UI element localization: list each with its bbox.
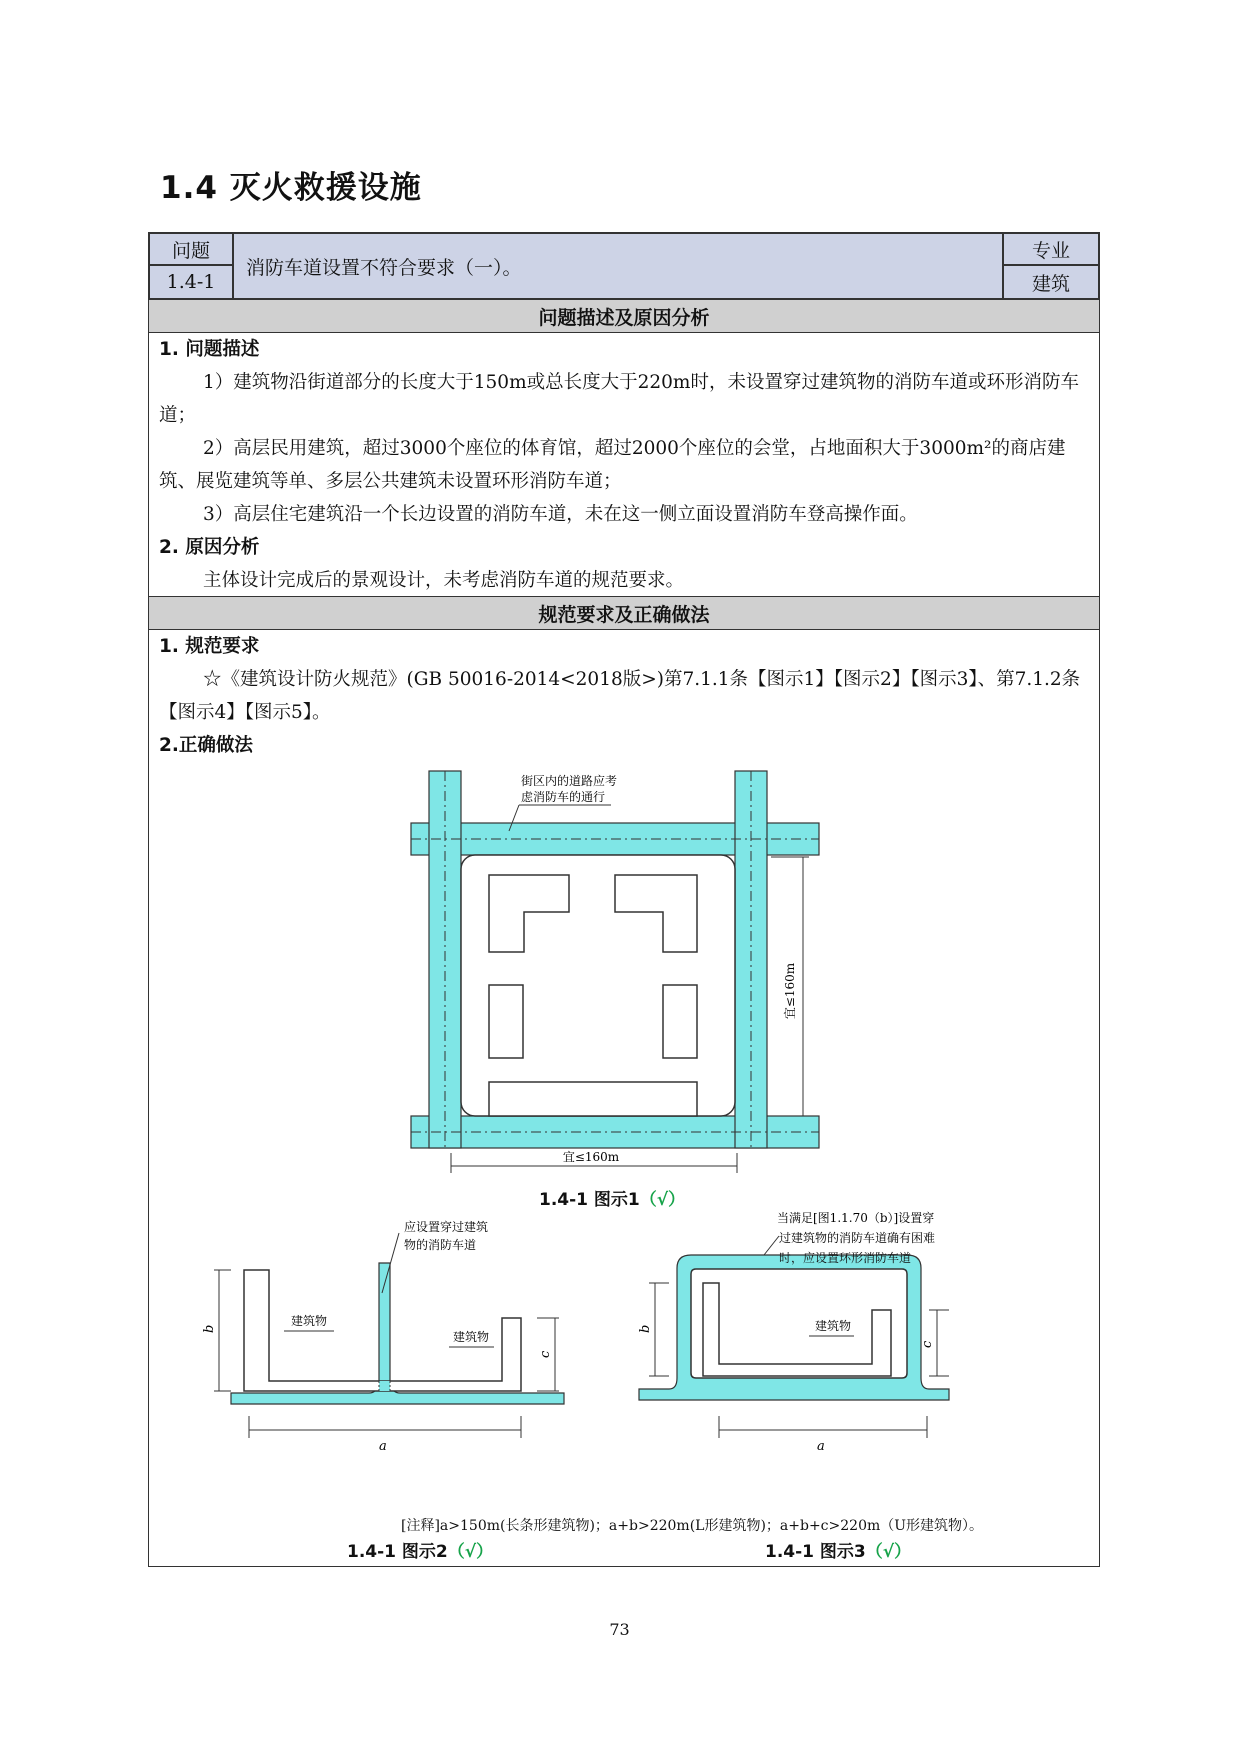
problem-section bbox=[159, 333, 1089, 597]
fig2-dim-b: b bbox=[202, 1324, 217, 1333]
figure-2-dim-a bbox=[229, 1416, 529, 1461]
fig3-dim-c: c bbox=[920, 1340, 935, 1348]
fig1-check-mark: （√） bbox=[639, 1190, 686, 1210]
discipline-value: 建筑 bbox=[1003, 265, 1099, 299]
fig1-note-line1: 街区内的道路应考 bbox=[521, 774, 618, 788]
building-left bbox=[489, 985, 523, 1058]
spec-heading: 1. 规范要求 bbox=[159, 636, 260, 657]
issue-card bbox=[148, 232, 1100, 1567]
fig3-note-line1: 当满足[图1.1.70（b）]设置穿 bbox=[777, 1211, 935, 1225]
fig3-check-mark: （√） bbox=[865, 1542, 912, 1562]
problem-item-2: 2）高层民用建筑，超过3000个座位的体育馆，超过2000个座位的会堂，占地面积大于3000m²的商店建筑、展览建筑等单、多层公共建筑未设置环形消防车道； bbox=[159, 438, 1066, 492]
fig3-building-label: 建筑物 bbox=[815, 1319, 852, 1333]
fig2-caption bbox=[347, 1537, 493, 1562]
page-number: 73 bbox=[609, 1620, 630, 1639]
issue-number: 1.4-1 bbox=[149, 265, 233, 299]
fig1-caption bbox=[539, 1185, 685, 1210]
fig3-dim-a: a bbox=[817, 1439, 825, 1454]
discipline-label: 专业 bbox=[1003, 233, 1099, 265]
fig1-caption-text: 1.4-1 图示1 bbox=[539, 1190, 640, 1210]
fig1-dim-bottom: 宜≤160m bbox=[562, 1150, 620, 1164]
section-title: 1.4 灭火救援设施 bbox=[160, 170, 422, 206]
fig2-caption-text: 1.4-1 图示2 bbox=[347, 1542, 448, 1562]
correct-heading: 2.正确做法 bbox=[159, 735, 253, 756]
issue-title: 消防车道设置不符合要求（一）。 bbox=[233, 233, 1003, 299]
issue-label: 问题 bbox=[149, 233, 233, 265]
band-problem-analysis: 问题描述及原因分析 bbox=[149, 299, 1099, 333]
problem-item-3: 3）高层住宅建筑沿一个长边设置的消防车道，未在这一侧立面设置消防车登高操作面。 bbox=[203, 504, 918, 525]
fig1-dim-right: 宜≤160m bbox=[783, 962, 797, 1020]
problem-item-1: 1）建筑物沿街道部分的长度大于150m或总长度大于220m时，未设置穿过建筑物的消防车道或环形消防车道； bbox=[159, 372, 1079, 426]
figure-1-diagram bbox=[411, 771, 821, 1171]
cause-heading: 2. 原因分析 bbox=[159, 537, 260, 558]
spec-section bbox=[159, 630, 1089, 762]
figure-footnote: [注释]a>150m(长条形建筑物)；a+b>220m(L形建筑物)；a+b+c>220m（U形建筑物）。 bbox=[401, 1518, 984, 1534]
fig2-note-line2: 物的消防车道 bbox=[404, 1238, 477, 1252]
fig3-note-line3: 时，应设置环形消防车道 bbox=[779, 1251, 912, 1265]
fig3-dim-b: b bbox=[638, 1324, 653, 1333]
building-bottom bbox=[489, 1082, 697, 1116]
figure-2-diagram bbox=[202, 1213, 569, 1418]
building-right bbox=[663, 985, 697, 1058]
issue-header bbox=[149, 233, 1099, 299]
fig2-building-left-label: 建筑物 bbox=[291, 1314, 328, 1328]
fig2-building-right-label: 建筑物 bbox=[453, 1330, 490, 1344]
fig2-check-mark: （√） bbox=[447, 1542, 494, 1562]
fig2-dim-c: c bbox=[538, 1350, 553, 1358]
fig2-note-line1: 应设置穿过建筑 bbox=[404, 1220, 489, 1234]
spec-text: ☆《建筑设计防火规范》(GB 50016-2014<2018版>)第7.1.1条【图示1】【图示2】【图示3】、第7.1.2条【图示4】【图示5】。 bbox=[159, 669, 1081, 723]
fig1-note-line2: 虑消防车的通行 bbox=[521, 790, 606, 804]
fig3-caption-text: 1.4-1 图示3 bbox=[765, 1542, 866, 1562]
fig2-dim-a: a bbox=[379, 1439, 387, 1454]
cause-text: 主体设计完成后的景观设计，未考虑消防车道的规范要求。 bbox=[203, 570, 685, 591]
figure-3-diagram bbox=[639, 1208, 999, 1418]
figure-3-dim-a bbox=[709, 1416, 949, 1461]
fig3-note-line2: 过建筑物的消防车道确有困难 bbox=[779, 1231, 936, 1245]
fig3-caption bbox=[765, 1537, 911, 1562]
band-spec-practice: 规范要求及正确做法 bbox=[149, 596, 1099, 630]
problem-heading: 1. 问题描述 bbox=[159, 339, 260, 360]
